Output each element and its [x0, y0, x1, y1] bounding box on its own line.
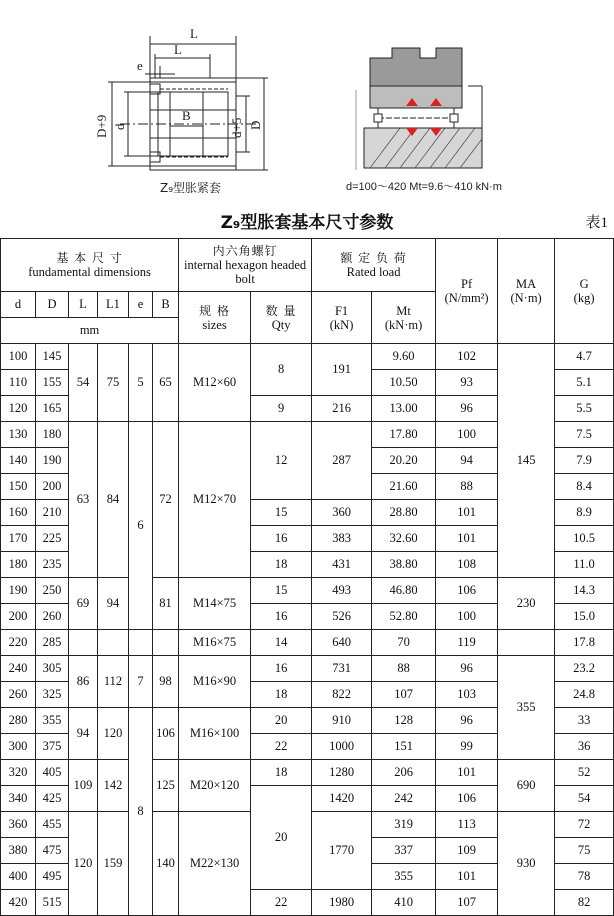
cell-mt: 32.60: [372, 526, 436, 552]
cell-mt: 21.60: [372, 474, 436, 500]
header-basic-en: fundamental dimensions: [28, 265, 151, 279]
header-basic-cn: 基 本 尺 寸: [56, 251, 123, 265]
cell-L1: 159: [98, 812, 129, 916]
cell-g: 15.0: [555, 604, 614, 630]
cell-L: 69: [69, 578, 98, 630]
cell-pf: 119: [436, 630, 498, 656]
header-L1: L1: [98, 292, 129, 318]
cell-e: 6: [129, 422, 153, 630]
cell-D: 260: [36, 604, 69, 630]
cell-mt: 107: [372, 682, 436, 708]
cell-pf: 101: [436, 526, 498, 552]
header-bolt-en: internal hexagon headed bolt: [183, 258, 307, 286]
cell-pf: 106: [436, 786, 498, 812]
cell-D: 375: [36, 734, 69, 760]
dim-e-label: e: [137, 58, 143, 73]
cell-D: 495: [36, 864, 69, 890]
cell-f1: 1770: [312, 812, 372, 890]
header-rated-en: Rated load: [346, 265, 401, 279]
cell-d: 150: [1, 474, 36, 500]
cell-g: 8.9: [555, 500, 614, 526]
header-pf-label: Pf: [461, 277, 473, 291]
cell-D: 190: [36, 448, 69, 474]
cell-d: 180: [1, 552, 36, 578]
dim-D-label: D: [248, 120, 263, 130]
cell-f1: 216: [312, 396, 372, 422]
cell-qty: 18: [251, 552, 312, 578]
header-pf-unit: (N/mm²): [444, 291, 489, 305]
header-mt-unit: (kN·m): [384, 317, 423, 332]
cell-pf: 101: [436, 500, 498, 526]
cell-L1-empty: [98, 630, 129, 656]
cell-mt: 10.50: [372, 370, 436, 396]
cell-g: 11.0: [555, 552, 614, 578]
right-drawing-caption: d=100～420 Mt=9.6～410 kN·m: [346, 181, 502, 193]
cell-L: 63: [69, 422, 98, 578]
header-f1: [312, 292, 372, 344]
cell-mt: 206: [372, 760, 436, 786]
cell-pf: 106: [436, 578, 498, 604]
cell-D: 235: [36, 552, 69, 578]
cell-ma: 690: [498, 760, 555, 812]
cell-g: 36: [555, 734, 614, 760]
dim-d-label: d: [112, 123, 127, 130]
cell-mt: 17.80: [372, 422, 436, 448]
header-L: L: [69, 292, 98, 318]
cell-d: 130: [1, 422, 36, 448]
dim-D9-label: D+9: [94, 114, 109, 138]
cell-d: 110: [1, 370, 36, 396]
cell-mt: 9.60: [372, 344, 436, 370]
cell-e-empty: [129, 630, 153, 656]
header-B: B: [153, 292, 179, 318]
dim-d5-label: d+5: [229, 117, 244, 138]
cell-L: 86: [69, 656, 98, 708]
cell-ma: 230: [498, 578, 555, 630]
cell-g: 7.5: [555, 422, 614, 448]
cell-mt: 46.80: [372, 578, 436, 604]
cell-g: 72: [555, 812, 614, 838]
cell-f1: 822: [312, 682, 372, 708]
cell-L1: 120: [98, 708, 129, 760]
cell-pf: 94: [436, 448, 498, 474]
cell-mt: 88: [372, 656, 436, 682]
cell-qty: 16: [251, 604, 312, 630]
header-g-unit: (kg): [573, 291, 595, 305]
cell-d: 100: [1, 344, 36, 370]
cell-pf: 101: [436, 760, 498, 786]
cell-D: 425: [36, 786, 69, 812]
cell-f1: 431: [312, 552, 372, 578]
cell-d: 320: [1, 760, 36, 786]
cell-B: 140: [153, 812, 179, 916]
cell-d: 160: [1, 500, 36, 526]
cell-L1: 75: [98, 344, 129, 422]
dim-L-top-label: L: [190, 26, 198, 41]
header-pf: [436, 239, 498, 344]
cell-d: 380: [1, 838, 36, 864]
cell-ma: 145: [498, 344, 555, 578]
cell-f1: 640: [312, 630, 372, 656]
cell-L: 120: [69, 812, 98, 916]
cell-g: 17.8: [555, 630, 614, 656]
cell-pf: 113: [436, 812, 498, 838]
cell-mt: 128: [372, 708, 436, 734]
cell-L1: 142: [98, 760, 129, 812]
cell-pf: 96: [436, 708, 498, 734]
header-spec: [179, 292, 251, 344]
cell-g: 5.5: [555, 396, 614, 422]
cell-qty: 12: [251, 422, 312, 500]
right-assembly-drawing: [356, 48, 482, 170]
cell-D: 285: [36, 630, 69, 656]
header-qty-en: Qty: [271, 317, 291, 332]
header-mt-label: Mt: [396, 303, 411, 318]
cell-d: 420: [1, 890, 36, 916]
cell-B: 125: [153, 760, 179, 812]
header-bolt-cn: 内六角螺钉: [212, 244, 278, 258]
cell-L-empty: [69, 630, 98, 656]
cell-spec: M12×70: [179, 422, 251, 578]
cell-pf: 101: [436, 864, 498, 890]
cell-mt: 28.80: [372, 500, 436, 526]
cell-qty: 20: [251, 786, 312, 890]
cell-d: 200: [1, 604, 36, 630]
cell-D: 145: [36, 344, 69, 370]
cell-qty: 15: [251, 500, 312, 526]
cell-f1: 287: [312, 422, 372, 500]
cell-f1: 526: [312, 604, 372, 630]
cell-qty: 22: [251, 890, 312, 916]
cell-pf: 88: [436, 474, 498, 500]
cell-qty: 22: [251, 734, 312, 760]
cell-g: 78: [555, 864, 614, 890]
cell-D: 515: [36, 890, 69, 916]
cell-g: 24.8: [555, 682, 614, 708]
cell-mt: 319: [372, 812, 436, 838]
cell-g: 7.9: [555, 448, 614, 474]
header-g: [555, 239, 614, 344]
cell-f1: 1420: [312, 786, 372, 812]
cell-L1: 94: [98, 578, 129, 630]
cell-qty: 15: [251, 578, 312, 604]
header-qty: [251, 292, 312, 344]
cell-qty: 18: [251, 760, 312, 786]
cell-pf: 93: [436, 370, 498, 396]
cell-B: 81: [153, 578, 179, 630]
cell-e: 7: [129, 656, 153, 708]
header-spec-cn: 规 格: [199, 303, 230, 318]
cell-D: 165: [36, 396, 69, 422]
cell-f1: 383: [312, 526, 372, 552]
cell-d: 190: [1, 578, 36, 604]
cell-d: 300: [1, 734, 36, 760]
cell-pf: 103: [436, 682, 498, 708]
cell-mt: 242: [372, 786, 436, 812]
cell-d: 240: [1, 656, 36, 682]
cell-f1: 1000: [312, 734, 372, 760]
cell-g: 5.1: [555, 370, 614, 396]
dimension-table: [0, 238, 614, 916]
technical-drawings: [0, 0, 614, 200]
cell-pf: 100: [436, 604, 498, 630]
header-f1-unit: (kN): [329, 317, 354, 332]
cell-D: 475: [36, 838, 69, 864]
header-mt: [372, 292, 436, 344]
header-bolt: [179, 239, 312, 292]
cell-B: 98: [153, 656, 179, 708]
cell-pf: 100: [436, 422, 498, 448]
cell-pf: 107: [436, 890, 498, 916]
cell-qty: 9: [251, 396, 312, 422]
cell-B: 106: [153, 708, 179, 760]
cell-qty: 18: [251, 682, 312, 708]
cell-spec: M16×90: [179, 656, 251, 708]
cell-L1: 84: [98, 422, 129, 578]
header-ma-unit: (N·m): [510, 291, 542, 305]
cell-B-empty: [153, 630, 179, 656]
cell-d: 140: [1, 448, 36, 474]
header-d: d: [1, 292, 36, 318]
cell-D: 250: [36, 578, 69, 604]
cell-mt: 20.20: [372, 448, 436, 474]
cell-L: 94: [69, 708, 98, 760]
cell-mt: 355: [372, 864, 436, 890]
cell-qty: 14: [251, 630, 312, 656]
cell-f1: 731: [312, 656, 372, 682]
cell-qty: 16: [251, 526, 312, 552]
cell-g: 82: [555, 890, 614, 916]
cell-D: 210: [36, 500, 69, 526]
left-section-drawing: [108, 36, 268, 170]
cell-g: 23.2: [555, 656, 614, 682]
cell-D: 155: [36, 370, 69, 396]
dim-B-label: B: [182, 108, 191, 123]
cell-D: 355: [36, 708, 69, 734]
header-mm: mm: [1, 318, 179, 344]
header-e: e: [129, 292, 153, 318]
cell-pf: 102: [436, 344, 498, 370]
cell-spec: M20×120: [179, 760, 251, 812]
cell-ma-empty: [498, 630, 555, 656]
cell-D: 325: [36, 682, 69, 708]
cell-d: 340: [1, 786, 36, 812]
cell-d: 280: [1, 708, 36, 734]
header-ma-label: MA: [516, 277, 537, 291]
cell-spec: M16×100: [179, 708, 251, 760]
cell-L1: 112: [98, 656, 129, 708]
dim-L-label: L: [174, 42, 182, 57]
header-spec-en: sizes: [202, 317, 227, 332]
cell-pf: 96: [436, 396, 498, 422]
cell-qty: 16: [251, 656, 312, 682]
cell-g: 10.5: [555, 526, 614, 552]
cell-qty: 8: [251, 344, 312, 396]
cell-g: 14.3: [555, 578, 614, 604]
cell-D: 200: [36, 474, 69, 500]
cell-g: 75: [555, 838, 614, 864]
cell-d: 360: [1, 812, 36, 838]
table-title: Z₉型胀套基本尺寸参数: [220, 213, 394, 233]
cell-B: 65: [153, 344, 179, 422]
header-qty-cn: 数 量: [265, 303, 297, 318]
cell-mt: 52.80: [372, 604, 436, 630]
cell-g: 52: [555, 760, 614, 786]
cell-f1: 910: [312, 708, 372, 734]
cell-pf: 96: [436, 656, 498, 682]
cell-D: 305: [36, 656, 69, 682]
cell-spec: M16×75: [179, 630, 251, 656]
header-f1-label: F1: [334, 303, 349, 318]
header-g-label: G: [579, 277, 589, 291]
cell-D: 180: [36, 422, 69, 448]
cell-d: 220: [1, 630, 36, 656]
cell-g: 4.7: [555, 344, 614, 370]
cell-mt: 151: [372, 734, 436, 760]
cell-spec: M22×130: [179, 812, 251, 916]
cell-B: 72: [153, 422, 179, 578]
cell-f1: 191: [312, 344, 372, 396]
cell-g: 33: [555, 708, 614, 734]
cell-D: 455: [36, 812, 69, 838]
cell-spec: M14×75: [179, 578, 251, 630]
header-ma: [498, 239, 555, 344]
cell-ma: 930: [498, 812, 555, 916]
cell-mt: 410: [372, 890, 436, 916]
left-drawing-caption: Z₉型胀紧套: [160, 181, 222, 195]
cell-d: 400: [1, 864, 36, 890]
header-basic-dimensions: [1, 239, 179, 292]
cell-d: 120: [1, 396, 36, 422]
cell-spec: M12×60: [179, 344, 251, 422]
cell-f1: 1280: [312, 760, 372, 786]
cell-D: 225: [36, 526, 69, 552]
cell-mt: 13.00: [372, 396, 436, 422]
cell-pf: 109: [436, 838, 498, 864]
cell-g: 8.4: [555, 474, 614, 500]
cell-L: 54: [69, 344, 98, 422]
cell-d: 260: [1, 682, 36, 708]
header-rated-cn: 额 定 负 荷: [340, 251, 407, 265]
header-rated-load: [312, 239, 436, 292]
header-D: D: [36, 292, 69, 318]
cell-mt: 70: [372, 630, 436, 656]
table-number: 表1: [585, 215, 608, 231]
cell-e: 5: [129, 344, 153, 422]
cell-e: 8: [129, 708, 153, 916]
cell-pf: 99: [436, 734, 498, 760]
cell-f1: 493: [312, 578, 372, 604]
cell-L: 109: [69, 760, 98, 812]
cell-D: 405: [36, 760, 69, 786]
cell-f1: 360: [312, 500, 372, 526]
cell-g: 54: [555, 786, 614, 812]
cell-qty: 20: [251, 708, 312, 734]
cell-f1: 1980: [312, 890, 372, 916]
cell-mt: 38.80: [372, 552, 436, 578]
cell-d: 170: [1, 526, 36, 552]
cell-pf: 108: [436, 552, 498, 578]
cell-ma: 355: [498, 656, 555, 760]
cell-mt: 337: [372, 838, 436, 864]
